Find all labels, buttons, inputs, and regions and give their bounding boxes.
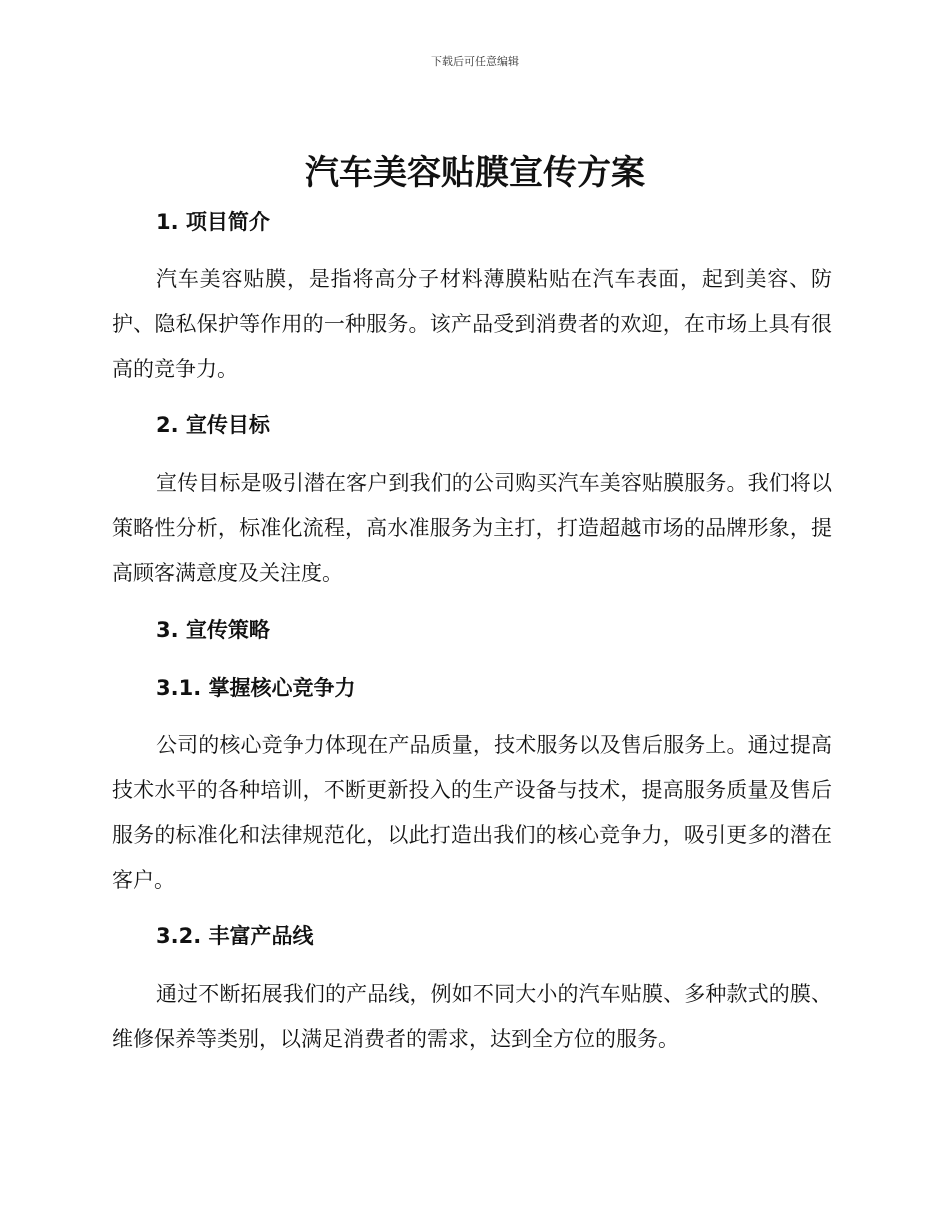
section-paragraph-core-competitiveness: 公司的核心竞争力体现在产品质量，技术服务以及售后服务上。通过提高技术水平的各种培训，不断更新投入的生产设备与技术，提高服务质量及售后服务的标准化和法律规范化，以此打造出我们的核心竞争力，吸引更多的潜在客户。 [112,733,832,892]
section-heading-promotion-goal: 2. 宣传目标 [156,413,270,437]
section-heading-product-line: 3.2. 丰富产品线 [156,924,314,948]
header-note: 下载后可任意编辑 [431,55,519,68]
section-heading-project-intro: 1. 项目简介 [156,210,270,234]
document-title: 汽车美容贴膜宣传方案 [305,153,645,193]
section-heading-core-competitiveness: 3.1. 掌握核心竞争力 [156,676,356,700]
section-paragraph-project-intro: 汽车美容贴膜，是指将高分子材料薄膜粘贴在汽车表面，起到美容、防护、隐私保护等作用的一种服务。该产品受到消费者的欢迎，在市场上具有很高的竞争力。 [112,267,832,381]
section-heading-promotion-strategy: 3. 宣传策略 [156,618,270,642]
section-paragraph-promotion-goal: 宣传目标是吸引潜在客户到我们的公司购买汽车美容贴膜服务。我们将以策略性分析，标准化流程，高水准服务为主打，打造超越市场的品牌形象，提高顾客满意度及关注度。 [112,471,832,585]
section-paragraph-product-line: 通过不断拓展我们的产品线，例如不同大小的汽车贴膜、多种款式的膜、维修保养等类别，以满足消费者的需求，达到全方位的服务。 [112,982,832,1051]
